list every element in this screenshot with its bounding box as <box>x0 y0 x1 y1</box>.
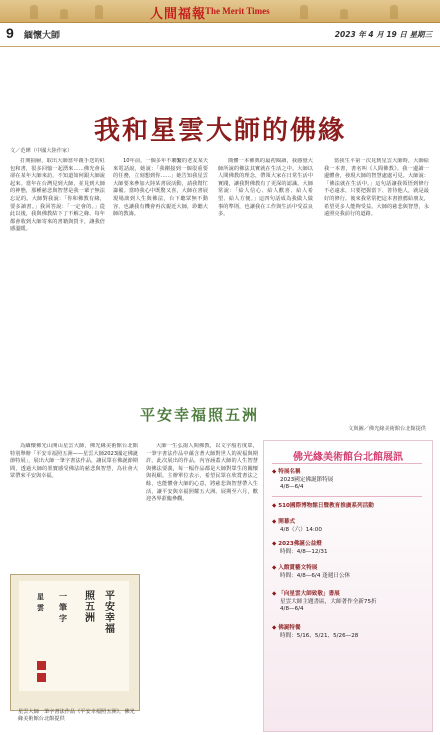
article-column: 為緬懷佛光山開山星雲大師，佛光緣美術館台北館特別舉辦「平安幸福照五洲——星雲大師2023國定佛誕節特展」，展出大師一筆字書法作品，讓民眾在佛誕節期間，透過大師的墨寶感受佛法的慈悲與智慧，為社會大眾帶來平安與幸福。 <box>10 443 138 480</box>
panel-item: ◆ 佛誕特餐 時間：5/16、5/21、5/26—28 <box>272 625 359 639</box>
panel-title: 佛光緣美術館台北館展訊 <box>293 452 403 463</box>
issue-date: 2023 年 4 月 19 日 星期三 <box>334 30 432 39</box>
building-silhouette-icon <box>95 5 103 19</box>
article-column: 打開抽屜，取出大師當年親手送的紅包和書，很多回憶一起湧來……佛光會長卻在某年大師來訪，不知道如何跟大師說起來。當年在台灣見到大師，並見到大師的神態，那種慈悲與智慧是我一輩子無法忘記的。大師對我說：「你和佛教有緣，要多讀書。」我回答說：「一定會的。」從此以後，我與佛教結下了不解之緣，每年都會收到大師寄來的書籍與賀卡，讓我倍感溫暖。 <box>10 158 105 233</box>
exhibition-info-panel <box>263 440 433 732</box>
building-silhouette-icon <box>300 5 308 19</box>
section-title: 緬懷大師 <box>24 31 61 41</box>
calligraphy-text: 平安幸福 <box>105 591 115 635</box>
building-silhouette-icon <box>390 5 398 19</box>
seal-stamp-icon <box>37 661 46 670</box>
panel-item: ◆ 入館賞藝文特展 時間：4/8—6/4 逢週日公休 <box>272 565 351 579</box>
panel-item: ◆ 開幕式 4/8（六）14:00 <box>272 519 322 533</box>
panel-item: ◆ 510國際博物館日暨教育推廣系列活動 <box>272 503 374 509</box>
building-silhouette-icon <box>30 5 38 19</box>
panel-item: ◆ 2023佛誕公益燈 時間：4/8—12/31 <box>272 541 328 555</box>
article-title: 我和星雲大師的佛緣 <box>93 116 346 146</box>
article-column: 當我生平第一次見到星雲大師時，大師給我一本書，書名叫《人間佛教》。我一邊讀一邊體會，發現大師的智慧處處可見。大師說：「佛法就在生活中。」這句話讓我領悟到修行不必遠求，只要把握當下、善待他人，就是最好的修行。後來我常常把這本書推薦給朋友，希望更多人能夠受益。大師的慈悲與智慧，永遠照亮我前行的道路。 <box>324 158 429 218</box>
article-column: 10年前，一個多年不聯繫的老友某天來電話說，她說：「我剛接到一個很重要的任務，立刻想到你……」她告知我星雲大師要來參加大陸某書展活動，請我幫忙籌備。當時我心中既驚又喜，大師在書展現場談到人生與佛法，台下聽眾無不動容，也讓我有機會再次親近大師，聆聽大師的教誨。 <box>113 158 208 218</box>
page-number: 9 <box>6 25 14 41</box>
building-silhouette-icon <box>60 9 68 19</box>
second-article-title: 平安幸福照五洲 <box>140 406 260 424</box>
panel-item: ◆ 「向星雲大師致敬」書展 星雲大師主題書區，大師著作全新75折 4/8—6/4 <box>272 591 377 613</box>
newspaper-logo-english: The Merit Times <box>205 6 270 16</box>
calligraphy-paper <box>19 581 129 691</box>
building-silhouette-icon <box>340 9 348 19</box>
divider <box>272 463 422 464</box>
calligraphy-text: 一筆字 <box>59 591 67 623</box>
seal-stamp-icon <box>37 673 46 682</box>
calligraphy-image <box>10 574 140 711</box>
panel-item: ◆ 特展名稱 2023國定佛誕節特展 4/8—6/4 <box>272 469 334 491</box>
calligraphy-text: 照五洲 <box>85 591 95 624</box>
image-caption: 星雲大師一筆字書法作品《平安幸福照五洲》，佛光緣美術館台北館提供 <box>18 709 135 722</box>
article-column: 簡體一本佛典的最初閱讀，我感覺大師所說的佛法其實就在生活之中。大師以人間佛教的理念，帶領大家在日常生活中實踐，讓我對佛教有了更深的認識。大師常說：「給人信心、給人歡喜、給人希望、給人方便。」這四句話成為我做人做事的準則，也讓我在工作與生活中受益良多。 <box>218 158 313 218</box>
newspaper-logo: 人間福報 <box>150 7 207 22</box>
article-column: 大師一生弘揚人間佛教，以文字般若度眾，一筆字書法作品中蘊含著大師對世人的祝福與期許。此次展出的作品，內容涵蓋大師的人生智慧與佛法要義，每一幅作品都是大師對眾生的關懷與祝願。主辦單位表示，希望民眾在欣賞書法之餘，也能體會大師的心意，將慈悲與智慧帶入生活，讓平安與幸福照耀五大洲。展期至六月，歡迎各界蒞臨參觀。 <box>146 443 258 503</box>
masthead <box>0 0 440 23</box>
article-byline: 文／范曄（中國大陸作家） <box>10 148 73 154</box>
second-article-byline: 文與圖／佛光緣美術館台北館提供 <box>348 426 426 432</box>
calligraphy-signature: 星雲 <box>37 592 44 612</box>
divider <box>272 496 422 497</box>
